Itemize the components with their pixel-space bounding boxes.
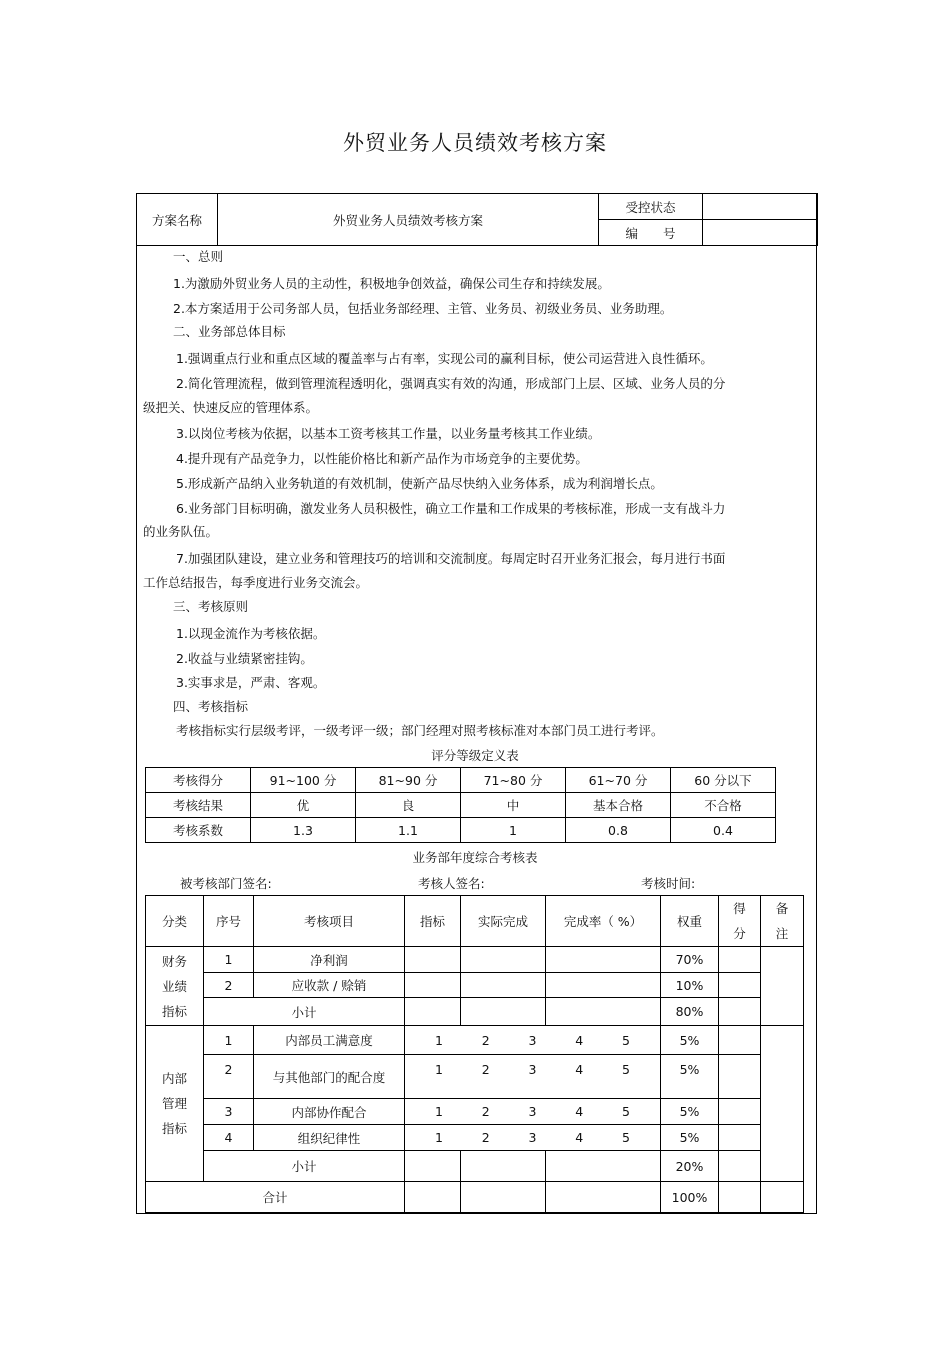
- body-line: 的业务队伍。: [143, 524, 219, 539]
- scale-value: 3: [528, 1104, 537, 1119]
- annual-assessment-table: [145, 895, 804, 1213]
- scale-value: 3: [528, 1062, 537, 1077]
- annual-table-caption: 业务部年度综合考核表: [412, 850, 538, 865]
- category-internal-line: 指标: [161, 1121, 187, 1136]
- rating-scale: [405, 1055, 661, 1099]
- control-status-value: [703, 194, 818, 220]
- scale-value: 4: [575, 1130, 584, 1145]
- row-seq: 3: [204, 1099, 254, 1125]
- scale-value: 1: [435, 1032, 443, 1048]
- row-weight: 5%: [661, 1099, 719, 1125]
- grade-cell: 1.3: [251, 818, 356, 843]
- section-heading: 四、考核指标: [173, 699, 249, 714]
- plan-name-label: 方案名称: [137, 194, 218, 246]
- row-indicator: [405, 998, 461, 1026]
- plan-header-table: [136, 193, 818, 246]
- row-rate: [546, 1151, 661, 1182]
- body-line: 考核指标实行层级考评，一级考评一级；部门经理对照考核标准对本部门员工进行考评。: [176, 723, 664, 738]
- body-line: 6.业务部门目标明确，激发业务人员积极性，确立工作量和工作成果的考核标准，形成一支有战斗力: [176, 501, 726, 516]
- row-seq: 2: [204, 973, 254, 998]
- row-indicator: [405, 947, 461, 973]
- col-header-actual: 实际完成: [461, 896, 546, 947]
- col-header-score-bottom: 分: [733, 926, 746, 941]
- grade-cell: 中: [461, 793, 566, 818]
- col-header-item: 考核项目: [254, 896, 405, 947]
- control-status-label: 受控状态: [599, 194, 703, 220]
- plan-name-value: 外贸业务人员绩效考核方案: [218, 194, 599, 246]
- scale-value: 1: [435, 1130, 443, 1145]
- body-line: 2.本方案适用于公司务部人员，包括业务部经理、主管、业务员、初级业务员、业务助理。: [173, 301, 673, 316]
- col-header-category: 分类: [146, 896, 204, 947]
- row-indicator: [405, 1151, 461, 1182]
- category-finance: [146, 947, 204, 1026]
- scale-value: 2: [481, 1032, 490, 1048]
- category-internal-line: 内部: [161, 1071, 187, 1086]
- scale-value: 4: [575, 1032, 584, 1048]
- row-item: 应收款 / 赊销: [254, 973, 405, 998]
- grade-cell: 60 分以下: [671, 768, 776, 793]
- scale-value: 1: [435, 1062, 443, 1077]
- row-rate: [546, 998, 661, 1026]
- scale-value: 3: [528, 1032, 537, 1048]
- row-seq: 4: [204, 1125, 254, 1151]
- grade-cell: 81~90 分: [356, 768, 461, 793]
- scale-value: 5: [622, 1104, 630, 1119]
- finance-note: [761, 947, 804, 1026]
- row-actual: [461, 973, 546, 998]
- grade-cell: 优: [251, 793, 356, 818]
- row-score: [719, 1055, 761, 1099]
- row-actual: [461, 1151, 546, 1182]
- sign-time-label: 考核时间:: [641, 876, 696, 891]
- rating-scale: [405, 1026, 661, 1055]
- col-header-seq: 序号: [204, 896, 254, 947]
- col-header-note: [761, 896, 804, 947]
- total-actual: [461, 1182, 546, 1213]
- body-line: 7.加强团队建设，建立业务和管理技巧的培训和交流制度。每周定时召开业务汇报会，每月进行书面: [176, 551, 726, 566]
- section-heading: 二、业务部总体目标: [173, 324, 286, 339]
- body-line: 1.为激励外贸业务人员的主动性，积极地争创效益，确保公司生存和持续发展。: [173, 276, 610, 291]
- grade-cell: 0.4: [671, 818, 776, 843]
- grade-cell: 0.8: [566, 818, 671, 843]
- row-seq: 1: [204, 947, 254, 973]
- body-line: 2.简化管理流程，做到管理流程透明化，强调真实有效的沟通，形成部门上层、区域、业务人员的分: [176, 376, 726, 391]
- grade-cell: 61~70 分: [566, 768, 671, 793]
- row-seq: 1: [204, 1026, 254, 1055]
- number-value: [703, 220, 818, 246]
- row-item: 与其他部门的配合度: [254, 1055, 405, 1099]
- scale-value: 2: [481, 1062, 490, 1077]
- section-heading: 一、总则: [173, 249, 224, 264]
- col-header-note-bottom: 注: [775, 926, 789, 941]
- body-line: 级把关、快速反应的管理体系。: [143, 400, 319, 415]
- row-rate: [546, 947, 661, 973]
- total-indicator: [405, 1182, 461, 1213]
- grade-cell: 基本合格: [566, 793, 671, 818]
- row-item: 组织纪律性: [254, 1125, 405, 1151]
- sign-dept-label: 被考核部门签名:: [180, 876, 272, 891]
- grade-cell: 91~100 分: [251, 768, 356, 793]
- scale-value: 3: [528, 1130, 537, 1145]
- sign-assessor-label: 考核人签名:: [418, 876, 485, 891]
- finance-subtotal-weight: 80%: [661, 998, 719, 1026]
- category-finance-line: 财务: [161, 953, 187, 969]
- body-line: 1.以现金流作为考核依据。: [176, 626, 326, 641]
- row-score: [719, 1026, 761, 1055]
- category-finance-line: 业绩: [161, 978, 187, 994]
- row-actual: [461, 947, 546, 973]
- internal-note: [761, 1026, 804, 1182]
- row-indicator: [405, 973, 461, 998]
- scale-value: 5: [622, 1130, 630, 1145]
- row-score: [719, 1099, 761, 1125]
- grade-table-caption: 评分等级定义表: [431, 748, 519, 763]
- row-weight: 5%: [661, 1055, 719, 1099]
- col-header-score-top: 得: [733, 901, 746, 916]
- total-weight: 100%: [661, 1182, 719, 1213]
- total-rate: [546, 1182, 661, 1213]
- row-score: [719, 973, 761, 998]
- row-weight: 5%: [661, 1026, 719, 1055]
- grade-cell: 考核得分: [146, 768, 251, 793]
- row-score: [719, 1151, 761, 1182]
- row-item: 内部协作配合: [254, 1099, 405, 1125]
- body-line: 5.形成新产品纳入业务轨道的有效机制，使新产品尽快纳入业务体系，成为利润增长点。: [176, 476, 663, 491]
- scale-value: 2: [481, 1130, 490, 1145]
- category-internal-line: 管理: [161, 1096, 187, 1111]
- rating-scale: [405, 1099, 661, 1125]
- col-header-score: [719, 896, 761, 947]
- scale-value: 5: [622, 1032, 630, 1048]
- category-internal: [146, 1026, 204, 1182]
- row-actual: [461, 998, 546, 1026]
- number-label: 编 号: [599, 220, 703, 246]
- row-item: 净利润: [254, 947, 405, 973]
- finance-subtotal-label: 小计: [204, 998, 405, 1026]
- total-score: [719, 1182, 761, 1213]
- row-item: 内部员工满意度: [254, 1026, 405, 1055]
- body-line: 2.收益与业绩紧密挂钩。: [176, 651, 313, 666]
- total-note: [761, 1182, 804, 1213]
- body-line: 4.提升现有产品竞争力，以性能价格比和新产品作为市场竞争的主要优势。: [176, 451, 588, 466]
- body-line: 3.以岗位考核为依据，以基本工资考核其工作量，以业务量考核其工作业绩。: [176, 426, 601, 441]
- col-header-indicator: 指标: [405, 896, 461, 947]
- document-title: 外贸业务人员绩效考核方案: [343, 131, 607, 155]
- row-weight: 5%: [661, 1125, 719, 1151]
- scale-value: 4: [575, 1062, 584, 1077]
- col-header-note-top: 备: [775, 901, 789, 916]
- row-seq: 2: [204, 1055, 254, 1099]
- internal-subtotal-label: 小计: [204, 1151, 405, 1182]
- scale-value: 1: [435, 1104, 443, 1119]
- grade-cell: 考核系数: [146, 818, 251, 843]
- rating-scale: [405, 1125, 661, 1151]
- body-line: 工作总结报告，每季度进行业务交流会。: [143, 575, 369, 590]
- scale-value: 5: [622, 1062, 630, 1077]
- row-score: [719, 1125, 761, 1151]
- row-score: [719, 998, 761, 1026]
- scale-value: 2: [481, 1104, 490, 1119]
- grade-cell: 1.1: [356, 818, 461, 843]
- category-finance-line: 指标: [161, 1003, 187, 1019]
- grade-cell: 71~80 分: [461, 768, 566, 793]
- body-line: 1.强调重点行业和重点区域的覆盖率与占有率，实现公司的赢利目标，使公司运营进入良性循环。: [176, 351, 713, 366]
- grade-cell: 不合格: [671, 793, 776, 818]
- col-header-weight: 权重: [661, 896, 719, 947]
- scale-value: 4: [575, 1104, 584, 1119]
- grade-cell: 考核结果: [146, 793, 251, 818]
- grade-cell: 良: [356, 793, 461, 818]
- grade-cell: 1: [461, 818, 566, 843]
- body-line: 3.实事求是，严肃、客观。: [176, 675, 326, 690]
- row-score: [719, 947, 761, 973]
- section-heading: 三、考核原则: [173, 599, 249, 614]
- row-weight: 70%: [661, 947, 719, 973]
- total-label: 合计: [146, 1182, 405, 1213]
- col-header-rate: 完成率（ %）: [546, 896, 661, 947]
- internal-subtotal-weight: 20%: [661, 1151, 719, 1182]
- row-weight: 10%: [661, 973, 719, 998]
- grade-table: [145, 767, 776, 843]
- row-rate: [546, 973, 661, 998]
